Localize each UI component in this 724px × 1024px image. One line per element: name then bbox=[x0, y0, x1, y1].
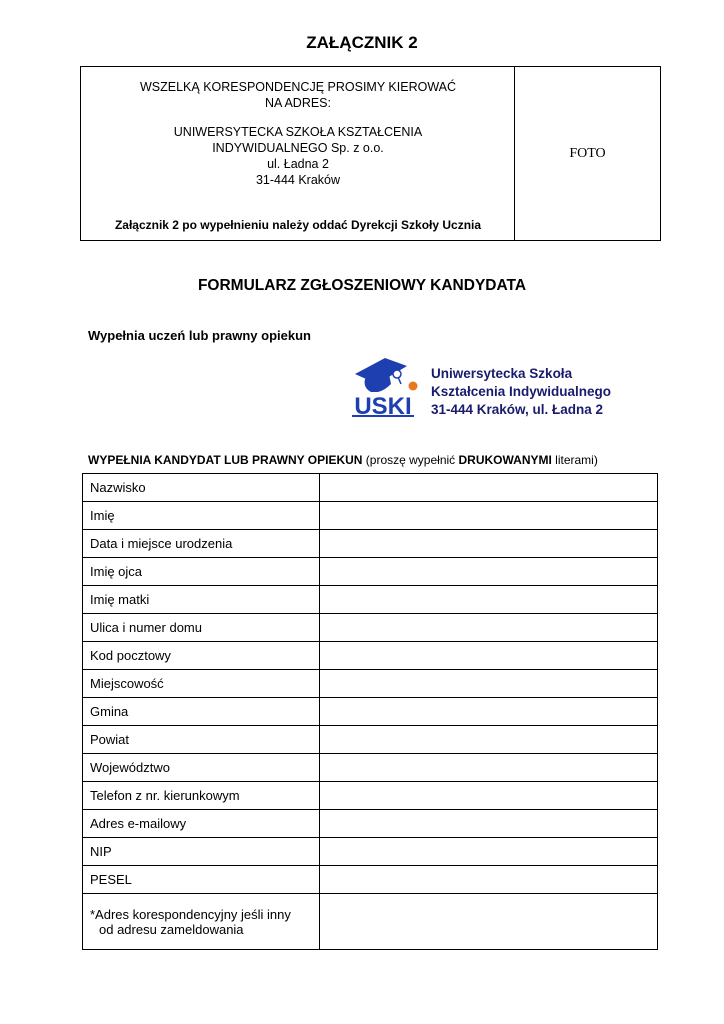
table-row bbox=[83, 866, 658, 894]
field-label-line: od adresu zameldowania bbox=[99, 921, 244, 937]
field-input[interactable] bbox=[320, 810, 658, 838]
field-input[interactable] bbox=[320, 754, 658, 782]
table-row bbox=[83, 726, 658, 754]
field-label: Data i miejsce urodzenia bbox=[83, 530, 320, 558]
field-input[interactable] bbox=[320, 782, 658, 810]
field-label-line: *Adres korespondencyjny jeśli inny bbox=[90, 906, 291, 922]
address-line: NA ADRES: bbox=[265, 96, 331, 110]
table-row bbox=[83, 782, 658, 810]
photo-placeholder: FOTO bbox=[569, 146, 606, 161]
field-input[interactable] bbox=[320, 838, 658, 866]
field-label: PESEL bbox=[83, 866, 320, 894]
table-row bbox=[83, 838, 658, 866]
field-label: Powiat bbox=[83, 726, 320, 754]
address-line: INDYWIDUALNEGO Sp. z o.o. bbox=[212, 141, 384, 155]
field-label: Adres e-mailowy bbox=[83, 810, 320, 838]
field-input[interactable] bbox=[320, 866, 658, 894]
field-input[interactable] bbox=[320, 894, 658, 950]
field-input[interactable] bbox=[320, 642, 658, 670]
field-input[interactable] bbox=[320, 530, 658, 558]
field-label: Gmina bbox=[83, 698, 320, 726]
logo-text: USKI bbox=[354, 393, 412, 418]
field-input[interactable] bbox=[320, 670, 658, 698]
field-label: Nazwisko bbox=[83, 474, 320, 502]
field-input[interactable] bbox=[320, 698, 658, 726]
candidate-form-table bbox=[82, 473, 658, 950]
organization-name-line1: Uniwersytecka Szkoła bbox=[431, 366, 573, 381]
note-part: (proszę wypełnić bbox=[362, 453, 459, 467]
field-input[interactable] bbox=[320, 558, 658, 586]
field-label: Imię matki bbox=[83, 586, 320, 614]
table-row bbox=[83, 614, 658, 642]
table-row bbox=[83, 586, 658, 614]
tassel-icon bbox=[393, 370, 401, 378]
address-line: UNIWERSYTECKA SZKOŁA KSZTAŁCENIA bbox=[173, 125, 423, 139]
field-input[interactable] bbox=[320, 614, 658, 642]
table-row bbox=[83, 894, 658, 950]
field-label-correspondence-address bbox=[83, 894, 320, 950]
note-part: DRUKOWANYMI bbox=[458, 453, 552, 467]
table-row bbox=[83, 754, 658, 782]
field-input[interactable] bbox=[320, 726, 658, 754]
field-input[interactable] bbox=[320, 502, 658, 530]
table-row bbox=[83, 698, 658, 726]
uski-logo bbox=[347, 354, 419, 418]
field-label: NIP bbox=[83, 838, 320, 866]
field-label: Ulica i numer domu bbox=[83, 614, 320, 642]
organization-name-line2: Kształcenia Indywidualnego bbox=[431, 384, 612, 399]
document-title: ZAŁĄCZNIK 2 bbox=[306, 33, 418, 52]
table-row bbox=[83, 530, 658, 558]
organization-address: 31-444 Kraków, ul. Ładna 2 bbox=[431, 402, 604, 417]
table-row bbox=[83, 670, 658, 698]
field-label: Imię ojca bbox=[83, 558, 320, 586]
table-row bbox=[83, 474, 658, 502]
address-line: ul. Ładna 2 bbox=[267, 157, 329, 171]
table-row bbox=[83, 558, 658, 586]
submission-instruction: Załącznik 2 po wypełnieniu należy oddać Dyrekcji Szkoły Ucznia bbox=[114, 218, 482, 232]
field-label: Telefon z nr. kierunkowym bbox=[83, 782, 320, 810]
field-label: Kod pocztowy bbox=[83, 642, 320, 670]
field-label: Miejscowość bbox=[83, 670, 320, 698]
filled-by-note: Wypełnia uczeń lub prawny opiekun bbox=[88, 328, 311, 343]
address-line: 31-444 Kraków bbox=[255, 173, 341, 187]
address-line: WSZELKĄ KORESPONDENCJĘ PROSIMY KIEROWAĆ bbox=[139, 80, 457, 94]
field-label: Województwo bbox=[83, 754, 320, 782]
field-input[interactable] bbox=[320, 586, 658, 614]
form-title: FORMULARZ ZGŁOSZENIOWY KANDYDATA bbox=[197, 277, 527, 294]
field-input[interactable] bbox=[320, 474, 658, 502]
table-row bbox=[83, 642, 658, 670]
note-part: literami) bbox=[551, 453, 598, 467]
note-part: WYPEŁNIA KANDYDAT LUB PRAWNY OPIEKUN bbox=[88, 453, 363, 467]
candidate-note bbox=[88, 453, 598, 467]
table-row bbox=[83, 810, 658, 838]
table-row bbox=[83, 502, 658, 530]
orange-dot-icon bbox=[409, 382, 418, 391]
field-label: Imię bbox=[83, 502, 320, 530]
